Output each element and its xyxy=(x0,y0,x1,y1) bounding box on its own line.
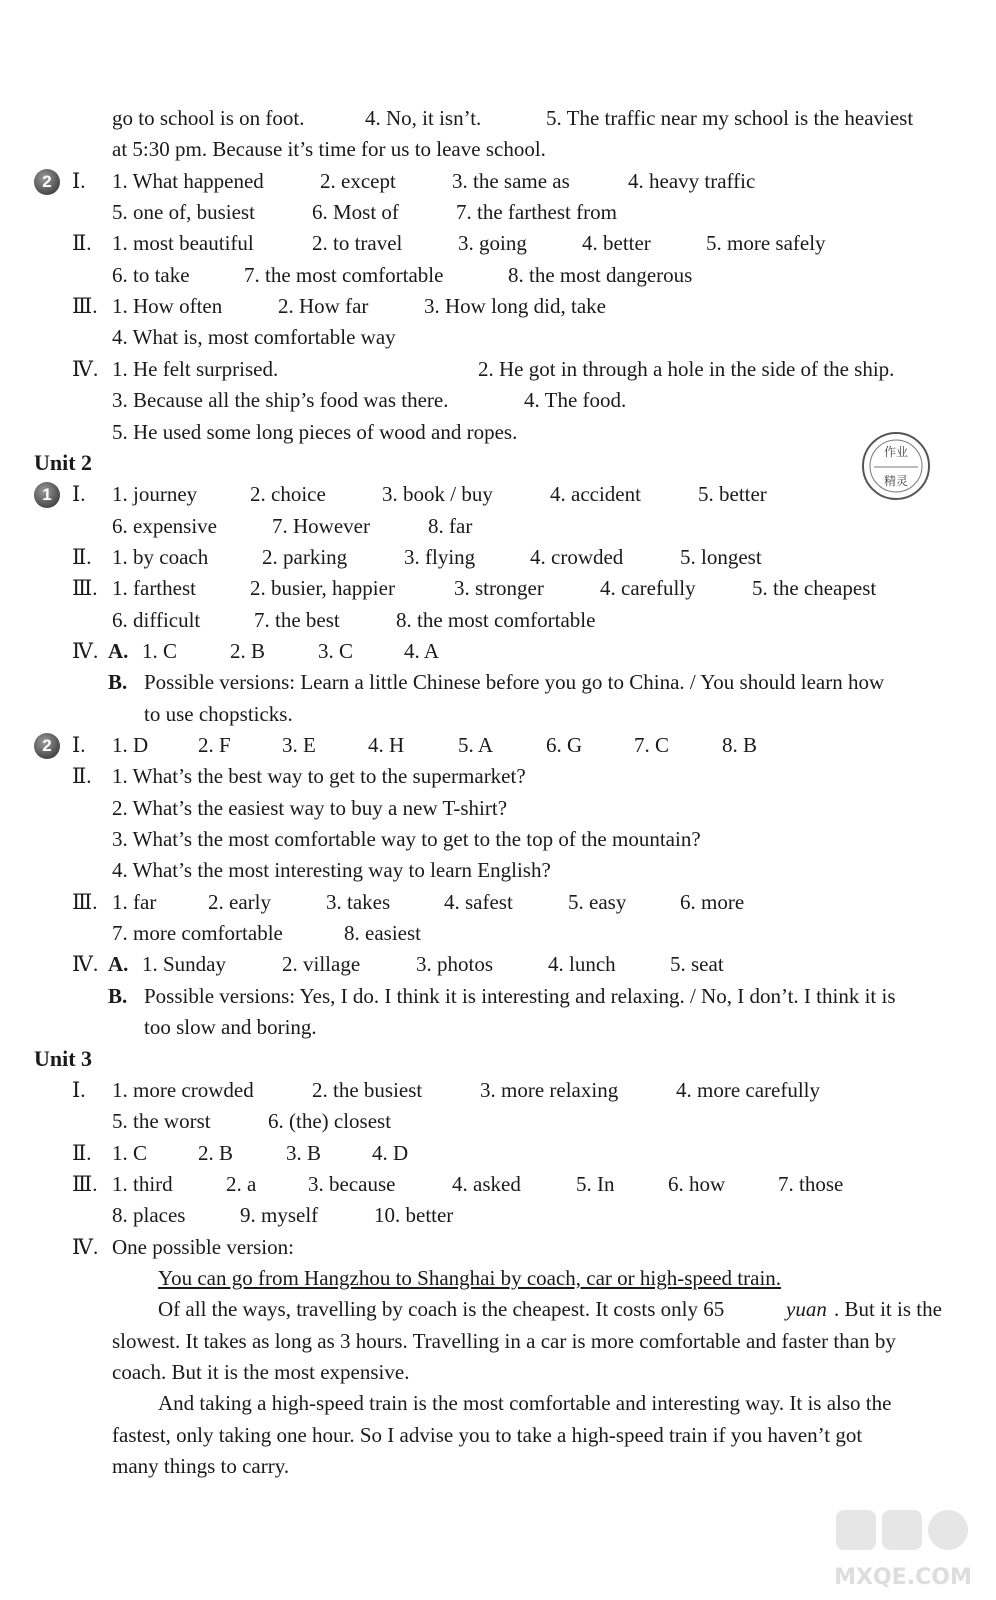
answer-text: . But it is the xyxy=(834,1297,942,1322)
answer-text: 2. What’s the easiest way to buy a new T-shirt? xyxy=(112,795,508,820)
answer-text: 3. photos xyxy=(416,952,494,977)
unit-title: Unit 2 xyxy=(34,449,93,475)
answer-text: 7. However xyxy=(272,513,370,538)
answer-text: 8. easiest xyxy=(344,921,421,946)
answer-text: 4. carefully xyxy=(600,576,696,601)
answer-line xyxy=(0,133,996,165)
answer-text: 3. because xyxy=(308,1171,396,1196)
answer-text: 5. In xyxy=(576,1171,615,1196)
answer-text: 8. far xyxy=(428,513,473,538)
answer-text: 1. Sunday xyxy=(142,952,226,977)
answer-text: 2. the busiest xyxy=(312,1077,423,1102)
answer-text: 9. myself xyxy=(240,1203,319,1228)
answer-line xyxy=(0,666,996,698)
answer-text: 2. village xyxy=(282,952,361,977)
answer-line xyxy=(0,729,996,761)
answer-line xyxy=(0,478,996,510)
answer-line xyxy=(0,854,996,886)
stamp-top-text: 作业 xyxy=(883,445,909,459)
answer-line xyxy=(0,1137,996,1169)
answer-text: 5. seat xyxy=(670,952,724,977)
answer-text: 3. the same as xyxy=(452,168,570,193)
answer-line xyxy=(0,1105,996,1137)
answer-text: Ⅲ. xyxy=(72,576,98,601)
unit-heading xyxy=(0,1043,996,1075)
answer-text: 6. more xyxy=(680,889,745,914)
answer-line xyxy=(0,917,996,949)
answer-text: 6. Most of xyxy=(312,200,399,225)
answer-text: 2. F xyxy=(198,733,231,757)
stamp-bottom-text: 精灵 xyxy=(883,474,909,488)
answer-line xyxy=(0,948,996,980)
answer-text: Ⅳ. xyxy=(72,356,99,381)
answer-text: 2. except xyxy=(320,168,396,193)
answer-line xyxy=(0,510,996,542)
answer-text: 1. He felt surprised. xyxy=(112,356,279,381)
answer-text: 7. those xyxy=(778,1171,844,1196)
answer-text: go to school is on foot. xyxy=(112,106,305,130)
answer-text: 5. He used some long pieces of wood and ropes. xyxy=(112,419,518,444)
answer-line xyxy=(0,165,996,197)
answer-text: 8. the most comfortable xyxy=(396,607,596,632)
answer-text: 7. the best xyxy=(254,607,340,632)
answer-text: B. xyxy=(108,983,128,1008)
answer-text: 1. How often xyxy=(112,294,223,319)
answer-text: 1. far xyxy=(112,889,157,914)
section-number-badge: 2 xyxy=(34,169,60,195)
answer-text: 3. What’s the most comfortable way to get to the top of the mountain? xyxy=(112,827,701,852)
answer-text: 7. C xyxy=(634,733,670,757)
answer-line xyxy=(0,760,996,792)
answer-text: 2. early xyxy=(208,889,271,914)
answer-line xyxy=(0,384,996,416)
answer-text: 2. He got in through a hole in the side of the ship. xyxy=(478,356,895,381)
answer-text: 3. flying xyxy=(404,544,476,569)
answer-line xyxy=(0,1387,996,1419)
answer-line xyxy=(0,321,996,353)
answer-text: 4. crowded xyxy=(530,544,624,569)
watermark-text: MXQE.COM xyxy=(834,1565,972,1590)
answer-line xyxy=(0,1074,996,1106)
answer-line xyxy=(0,1325,996,1357)
section-number-badge: 2 xyxy=(34,733,60,759)
answer-text: 4. more carefully xyxy=(676,1077,821,1102)
answer-text: 3. E xyxy=(282,733,316,757)
answer-line xyxy=(0,259,996,291)
answer-text: Ⅲ. xyxy=(72,889,98,914)
answer-line xyxy=(0,1419,996,1451)
answer-text: Ⅱ. xyxy=(72,1140,92,1165)
answer-text: 10. better xyxy=(374,1203,454,1228)
answer-text: 2. busier, happier xyxy=(250,576,395,601)
answer-line xyxy=(0,227,996,259)
answer-text: 4. safest xyxy=(444,889,513,914)
answer-text: 5. A xyxy=(458,733,494,757)
answer-text: A. xyxy=(108,638,129,663)
answer-text: 4. What’s the most interesting way to learn English? xyxy=(112,858,551,883)
answer-text: 1. third xyxy=(112,1171,173,1196)
answer-text: 6. how xyxy=(668,1171,726,1196)
answer-text: 1. farthest xyxy=(112,576,196,601)
answer-line xyxy=(0,290,996,322)
stamp-seal-icon xyxy=(860,430,932,502)
answer-text: 6. G xyxy=(546,733,583,757)
answer-line xyxy=(0,980,996,1012)
answer-text: 5. more safely xyxy=(706,231,826,256)
answer-text: 3. C xyxy=(318,638,354,663)
answer-line xyxy=(0,353,996,385)
answer-text: 3. going xyxy=(458,231,527,256)
answer-text: 1. more crowded xyxy=(112,1077,254,1102)
answer-text: Ⅲ. xyxy=(72,1171,98,1196)
answer-line xyxy=(0,604,996,636)
answer-text: too slow and boring. xyxy=(144,1015,317,1040)
answer-line xyxy=(0,823,996,855)
answer-text: One possible version: xyxy=(112,1234,294,1259)
answer-text: 1. journey xyxy=(112,482,198,507)
answer-line xyxy=(0,102,996,134)
answer-text: Possible versions: Yes, I do. I think it is interesting and relaxing. / No, I don’t. I think it is xyxy=(144,983,896,1008)
answer-text: 4. No, it isn’t. xyxy=(365,106,482,130)
answer-text: You can go from Hangzhou to Shanghai by coach, car or high-speed train. xyxy=(158,1265,782,1290)
answer-line xyxy=(0,416,996,448)
answer-text: 1. What happened xyxy=(112,168,264,193)
answer-line xyxy=(0,1262,996,1294)
answer-text: 4. heavy traffic xyxy=(628,168,756,193)
answer-text: 3. more relaxing xyxy=(480,1077,619,1102)
answer-text: 5. easy xyxy=(568,889,627,914)
answer-text: 7. more comfortable xyxy=(112,921,283,946)
answer-text: 4. H xyxy=(368,733,405,757)
answer-text: Ⅱ. xyxy=(72,231,92,256)
answer-text: 3. takes xyxy=(326,889,391,914)
answer-line xyxy=(0,792,996,824)
answer-text: 7. the farthest from xyxy=(456,200,617,225)
answer-text: fastest, only taking one hour. So I advise you to take a high-speed train if you haven’t got xyxy=(112,1422,863,1447)
answer-text: 4. accident xyxy=(550,482,641,507)
answer-text: at 5:30 pm. Because it’s time for us to leave school. xyxy=(112,137,546,162)
answer-text: 3. book / buy xyxy=(382,482,493,507)
answer-line xyxy=(0,698,996,730)
answer-text: 4. better xyxy=(582,231,651,256)
answer-text: 8. the most dangerous xyxy=(508,262,693,287)
answer-text: 3. stronger xyxy=(454,576,544,601)
answer-text: 6. (the) closest xyxy=(268,1109,392,1134)
answer-text: Ⅱ. xyxy=(72,764,92,789)
answer-line xyxy=(0,541,996,573)
answer-text: 5. longest xyxy=(680,544,762,569)
answer-line xyxy=(0,1011,996,1043)
answer-text: Ⅱ. xyxy=(72,544,92,569)
answer-text: Ⅰ. xyxy=(72,733,86,757)
answer-text: 3. B xyxy=(286,1140,322,1165)
answer-text: Possible versions: Learn a little Chinese before you go to China. / You should learn how xyxy=(144,670,885,695)
answer-text: Ⅰ. xyxy=(72,482,86,507)
answer-text: 6. to take xyxy=(112,262,190,287)
answer-text: B. xyxy=(108,670,128,695)
answer-text: 1. What’s the best way to get to the supermarket? xyxy=(112,764,526,789)
answer-line xyxy=(0,1293,996,1325)
answer-text: 5. one of, busiest xyxy=(112,200,255,225)
answer-line xyxy=(0,635,996,667)
answer-text: Ⅳ. xyxy=(72,1234,99,1259)
answer-text: 2. B xyxy=(230,638,266,663)
answer-line xyxy=(0,1356,996,1388)
answer-text: Ⅲ. xyxy=(72,294,98,319)
answer-text: 1. most beautiful xyxy=(112,231,254,256)
answer-text: 2. to travel xyxy=(312,231,403,256)
watermark-logo xyxy=(828,1504,978,1594)
answer-text: slowest. It takes as long as 3 hours. Travelling in a car is more comfortable and faster than by xyxy=(112,1328,896,1353)
answer-text: 2. choice xyxy=(250,482,326,507)
answer-text: Ⅳ. xyxy=(72,638,99,663)
answer-line xyxy=(0,1231,996,1263)
answer-text: 1. C xyxy=(112,1140,148,1165)
unit-heading xyxy=(0,447,996,479)
answer-line xyxy=(0,1199,996,1231)
answer-text: 4. asked xyxy=(452,1171,521,1196)
answer-text: 2. B xyxy=(198,1140,234,1165)
unit-title: Unit 3 xyxy=(34,1045,93,1071)
answer-text: 3. How long did, take xyxy=(424,294,606,319)
answer-text: 5. better xyxy=(698,482,767,507)
answer-text: 4. The food. xyxy=(524,388,627,413)
answer-text: 7. the most comfortable xyxy=(244,262,444,287)
answer-text: A. xyxy=(108,952,129,977)
answer-text: Ⅰ. xyxy=(72,168,86,193)
answer-text: 4. A xyxy=(404,638,440,663)
answer-text: 6. expensive xyxy=(112,513,217,538)
answer-text: Ⅰ. xyxy=(72,1077,86,1102)
answer-text: And taking a high-speed train is the most comfortable and interesting way. It is also the xyxy=(158,1391,892,1416)
section-number-badge: 1 xyxy=(34,482,60,508)
answer-text: 4. lunch xyxy=(548,952,616,977)
answer-text: Ⅳ. xyxy=(72,952,99,977)
answer-text: 6. difficult xyxy=(112,607,201,632)
answer-text: 3. Because all the ship’s food was there. xyxy=(112,388,449,413)
answer-line xyxy=(0,572,996,604)
answer-text: 4. D xyxy=(372,1140,409,1165)
answer-text: 8. B xyxy=(722,733,758,757)
answer-text: 5. the cheapest xyxy=(752,576,877,601)
answer-text: 1. D xyxy=(112,733,149,757)
answer-text: 8. places xyxy=(112,1203,186,1228)
answer-text: many things to carry. xyxy=(112,1454,290,1479)
answer-text: 5. the worst xyxy=(112,1109,211,1134)
answer-text: 1. by coach xyxy=(112,544,209,569)
answer-text: 2. How far xyxy=(278,294,369,319)
answer-text: yuan xyxy=(786,1297,827,1322)
answer-line xyxy=(0,196,996,228)
answer-text: 1. C xyxy=(142,638,178,663)
answer-line xyxy=(0,1450,996,1482)
answer-text: 4. What is, most comfortable way xyxy=(112,325,396,350)
answer-line xyxy=(0,886,996,918)
answer-text: 5. The traffic near my school is the heaviest xyxy=(546,106,914,130)
answer-text: Of all the ways, travelling by coach is the cheapest. It costs only 65 xyxy=(158,1297,725,1322)
answer-text: coach. But it is the most expensive. xyxy=(112,1360,410,1384)
answer-text: to use chopsticks. xyxy=(144,701,293,726)
answer-text: 2. a xyxy=(226,1171,257,1196)
answer-text: 2. parking xyxy=(262,544,348,569)
answer-line xyxy=(0,1168,996,1200)
